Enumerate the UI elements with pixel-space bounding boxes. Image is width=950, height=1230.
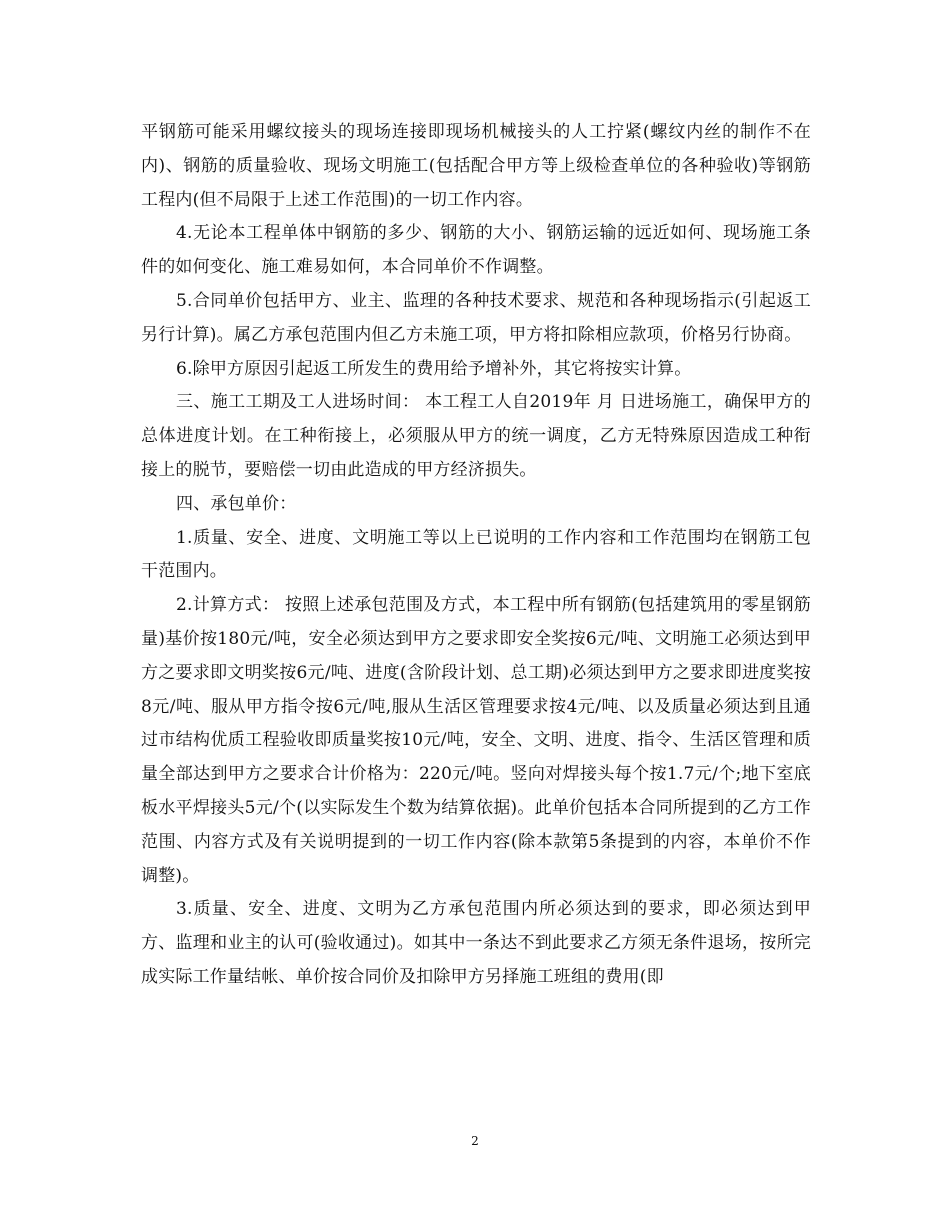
paragraph-clause-6: 6.除甲方原因引起返工所发生的费用给予增补外，其它将按实计算。 (176, 358, 692, 379)
paragraph-continuation: 平钢筋可能采用螺纹接头的现场连接即现场机械接头的人工拧紧(螺纹内丝的制作不在内)、钢筋的质量验收、现场文明施工(包括配合甲方等上级检查单位的各种验收)等钢筋工程内(但不局限于上述工作范围)的一切工作内容。 (141, 122, 811, 210)
heading-section-4-unit-price: 四、承包单价： (176, 493, 297, 514)
paragraph-section-3-schedule: 三、施工工期及工人进场时间： 本工程工人自2019年 月 日进场施工，确保甲方的总体进度计划。在工种衔接上，必须服从甲方的统一调度，乙方无特殊原因造成工种衔接上的脱节，要赔偿一切由此造成的甲方经济损失。 (141, 392, 811, 480)
document-body (141, 116, 811, 995)
page-number: 2 (471, 1134, 479, 1148)
paragraph-price-clause-1: 1.质量、安全、进度、文明施工等以上已说明的工作内容和工作范围均在钢筋工包干范围内。 (141, 527, 811, 582)
paragraph-clause-5: 5.合同单价包括甲方、业主、监理的各种技术要求、规范和各种现场指示(引起返工另行计算)。属乙方承包范围内但乙方未施工项，甲方将扣除相应款项，价格另行协商。 (141, 290, 811, 345)
paragraph-price-clause-2: 2.计算方式： 按照上述承包范围及方式，本工程中所有钢筋(包括建筑用的零星钢筋量)基价按180元/吨，安全必须达到甲方之要求即安全奖按6元/吨、文明施工必须达到甲方之要求即文明奖按6元/吨、进度(含阶段计划、总工期)必须达到甲方之要求即进度奖按8元/吨、服从甲方指令按6元/吨,服从生活区管理要求按4元/吨、以及质量必须达到且通过市结构优质工程验收即质量奖按10元/吨，安全、文明、进度、指令、生活区管理和质量全部达到甲方之要求合计价格为：220元/吨。竖向对焊接头每个按1.7元/个;地下室底板水平焊接头5元/个(以实际发生个数为结算依据)。此单价包括本合同所提到的乙方工作范围、内容方式及有关说明提到的一切工作内容(除本款第5条提到的内容，本单价不作调整)。 (141, 595, 811, 886)
paragraph-clause-4: 4.无论本工程单体中钢筋的多少、钢筋的大小、钢筋运输的远近如何、现场施工条件的如何变化、施工难易如何，本合同单价不作调整。 (141, 223, 811, 278)
paragraph-price-clause-3: 3.质量、安全、进度、文明为乙方承包范围内所必须达到的要求，即必须达到甲方、监理和业主的认可(验收通过)。如其中一条达不到此要求乙方须无条件退场，按所完成实际工作量结帐、单价按合同价及扣除甲方另择施工班组的费用(即 (141, 899, 811, 987)
